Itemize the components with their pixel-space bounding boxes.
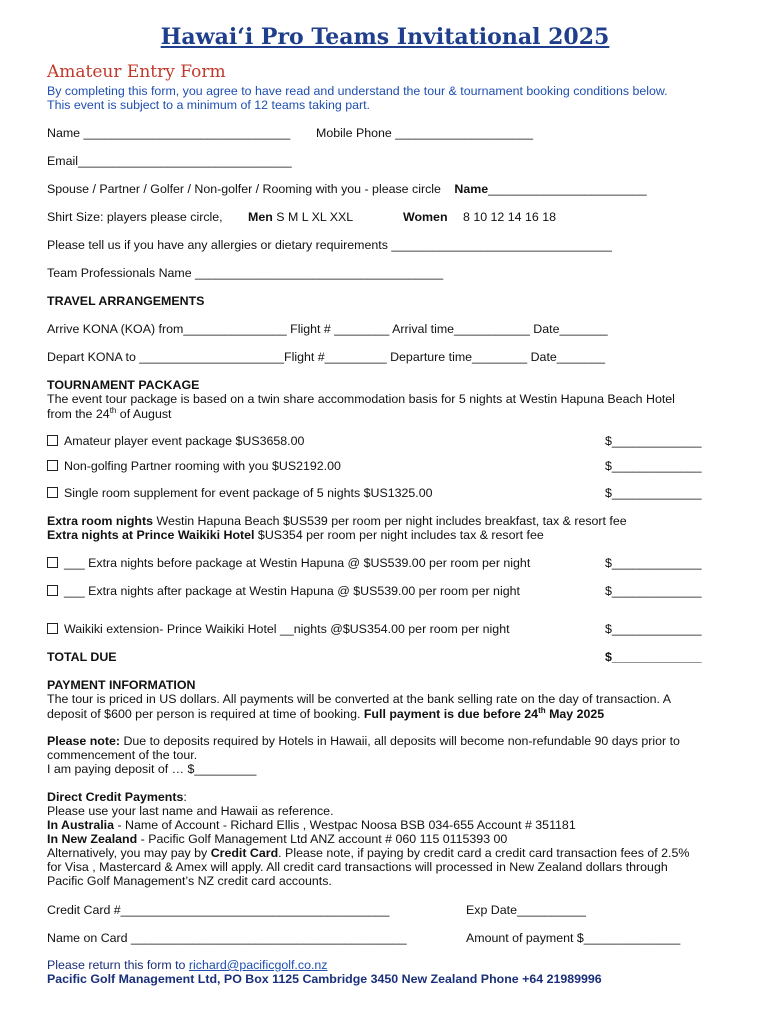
australia-account <box>47 818 576 832</box>
shirt-size-label: Shirt Size: players please circle, <box>47 210 223 224</box>
package-desc-2 <box>47 406 171 421</box>
extra-nights-text: Westin Hapuna Beach $US539 per room per night includes breakfast, tax & resort fee <box>153 514 627 528</box>
note-label: Please note: <box>47 734 120 748</box>
team-professionals-field[interactable]: Team Professionals Name ____________________________________ <box>47 266 444 280</box>
payment-due-text: Full payment is due before 24 <box>363 707 539 722</box>
extra-item-amount[interactable]: $_____________ <box>605 584 702 598</box>
intro-line-2: This event is subject to a minimum of 12 teams taking part. <box>47 98 370 112</box>
checkbox[interactable] <box>47 487 58 498</box>
mobile-phone-field[interactable]: Mobile Phone ____________________ <box>316 126 534 140</box>
credit-card-number-field[interactable]: Credit Card #_______________________________________ <box>47 903 390 917</box>
name-field[interactable]: Name ______________________________ <box>47 126 291 140</box>
package-item-label: Single room supplement for event package of 5 nights $US1325.00 <box>64 486 433 500</box>
credit-card-note-1 <box>47 846 689 860</box>
reference-text: Please use your last name and Hawaii as reference. <box>47 804 334 818</box>
return-form-line <box>47 958 327 972</box>
amount-of-payment-field[interactable]: Amount of payment $______________ <box>466 931 681 945</box>
credit-card-note-3: Pacific Golf Management’s NZ credit card accounts. <box>47 874 332 888</box>
package-item-single[interactable] <box>47 486 433 500</box>
nz-account <box>47 832 507 846</box>
form-subtitle: Amateur Entry Form <box>47 62 226 82</box>
package-desc-2-post: of August <box>116 407 172 422</box>
payment-heading: PAYMENT INFORMATION <box>47 678 196 692</box>
australia-text: - Name of Account - Richard Ellis , Westpac Noosa BSB 034-655 Account # 351181 <box>114 818 576 832</box>
spouse-label: Spouse / Partner / Golfer / Non-golfer / Rooming with you - please circle <box>47 182 441 196</box>
package-desc-1: The event tour package is based on a twin share accommodation basis for 5 nights at Westin Hapuna Beach Hotel <box>47 392 675 406</box>
women-size-options[interactable]: 8 10 12 14 16 18 <box>462 210 556 224</box>
total-due-amount[interactable]: $_____________ <box>605 650 702 664</box>
spouse-row <box>47 182 647 196</box>
extra-item-waikiki[interactable] <box>47 622 510 636</box>
australia-label: In Australia <box>47 818 115 832</box>
direct-credit-heading <box>47 790 187 804</box>
exp-date-field[interactable]: Exp Date__________ <box>466 903 586 917</box>
note-text: Due to deposits required by Hotels in Hawaii, all deposits will become non-refundable 90 days prior to <box>120 734 680 748</box>
nz-label: In New Zealand <box>47 832 138 846</box>
direct-credit-colon: : <box>183 790 187 804</box>
checkbox[interactable] <box>47 585 58 596</box>
extra-item-label: ___ Extra nights before package at Westin Hapuna @ $US539.00 per room per night <box>64 556 531 570</box>
package-desc-2-sup: th <box>109 406 117 415</box>
package-item-amount[interactable]: $_____________ <box>605 459 702 473</box>
checkbox[interactable] <box>47 460 58 471</box>
package-item-amount[interactable]: $_____________ <box>605 486 702 500</box>
package-heading: TOURNAMENT PACKAGE <box>47 378 200 392</box>
return-text: Please return this form to <box>47 958 189 972</box>
note-line-2: commencement of the tour. <box>47 748 198 762</box>
payment-due-date: May 2025 <box>545 707 605 722</box>
package-desc-2-pre: from the 24 <box>47 407 110 422</box>
checkbox[interactable] <box>47 435 58 446</box>
payment-line-2-pre: deposit of $600 per person is required at time of booking. <box>47 707 364 722</box>
payment-line-1: The tour is priced in US dollars. All payments will be converted at the bank selling rate on the day of transaction. A <box>47 692 671 706</box>
extra-waikiki-text: $US354 per room per night includes tax & resort fee <box>254 528 544 542</box>
note-line-1 <box>47 734 680 748</box>
intro-line-1: By completing this form, you agree to have read and understand the tour & tournament booking conditions below. <box>47 84 668 98</box>
return-email-link[interactable]: richard@pacificgolf.co.nz <box>188 958 328 972</box>
extra-item-label: ___ Extra nights after package at Westin Hapuna @ $US539.00 per room per night <box>64 584 520 598</box>
spouse-name-label: Name <box>454 182 489 196</box>
extra-nights-waikiki <box>47 528 544 542</box>
extra-item-before[interactable] <box>47 556 530 570</box>
travel-heading: TRAVEL ARRANGEMENTS <box>47 294 205 308</box>
nz-text: - Pacific Golf Management Ltd ANZ account # 060 115 0115393 00 <box>137 832 508 846</box>
name-on-card-field[interactable]: Name on Card ________________________________________ <box>47 931 407 945</box>
extra-waikiki-heading: Extra nights at Prince Waikiki Hotel <box>47 528 255 542</box>
email-field[interactable]: Email_______________________________ <box>47 154 292 168</box>
checkbox[interactable] <box>47 557 58 568</box>
extra-item-label: Waikiki extension- Prince Waikiki Hotel __nights @$US354.00 per room per night <box>64 622 510 636</box>
deposit-field[interactable]: I am paying deposit of … $_________ <box>47 762 257 776</box>
alt-post: . Please note, if paying by credit card a credit card transaction fees of 2.5% <box>278 846 690 860</box>
allergies-field[interactable]: Please tell us if you have any allergies or dietary requirements ________________________________ <box>47 238 612 252</box>
payment-due-sup: th <box>538 706 546 715</box>
package-item-player[interactable] <box>47 434 304 448</box>
women-label: Women <box>403 210 448 224</box>
page-title: Hawai‘i Pro Teams Invitational 2025 <box>160 24 610 50</box>
extra-item-amount[interactable]: $_____________ <box>605 622 702 636</box>
company-address: Pacific Golf Management Ltd, PO Box 1125 Cambridge 3450 New Zealand Phone +64 21989996 <box>47 972 602 986</box>
men-size-options[interactable]: S M L XL XXL <box>276 210 354 224</box>
extra-nights-westin <box>47 514 627 528</box>
direct-credit-label: Direct Credit Payments <box>47 790 184 804</box>
checkbox[interactable] <box>47 623 58 634</box>
total-due-label: TOTAL DUE <box>47 650 117 664</box>
extra-item-after[interactable] <box>47 584 520 598</box>
extra-nights-heading: Extra room nights <box>47 514 154 528</box>
alt-pre: Alternatively, you may pay by <box>47 846 211 860</box>
package-item-amount[interactable]: $_____________ <box>605 434 702 448</box>
spouse-name-field[interactable]: _______________________ <box>488 182 647 196</box>
extra-item-amount[interactable]: $_____________ <box>605 556 702 570</box>
credit-card-note-2: for Visa , Mastercard & Amex will apply. All credit card transactions will processed in New Zealand dollars through <box>47 860 668 874</box>
alt-credit-card: Credit Card <box>210 846 279 860</box>
package-item-label: Amateur player event package $US3658.00 <box>64 434 305 448</box>
men-label: Men <box>248 210 273 224</box>
payment-line-2 <box>47 706 604 721</box>
package-item-partner[interactable] <box>47 459 341 473</box>
package-item-label: Non-golfing Partner rooming with you $US2192.00 <box>64 459 341 473</box>
depart-row[interactable]: Depart KONA to _____________________Flight #_________ Departure time________ Date_______ <box>47 350 606 364</box>
men-sizes[interactable] <box>248 210 353 224</box>
arrive-row[interactable]: Arrive KONA (KOA) from_______________ Flight # ________ Arrival time___________ Date_______ <box>47 322 608 336</box>
women-sizes[interactable] <box>403 210 556 224</box>
